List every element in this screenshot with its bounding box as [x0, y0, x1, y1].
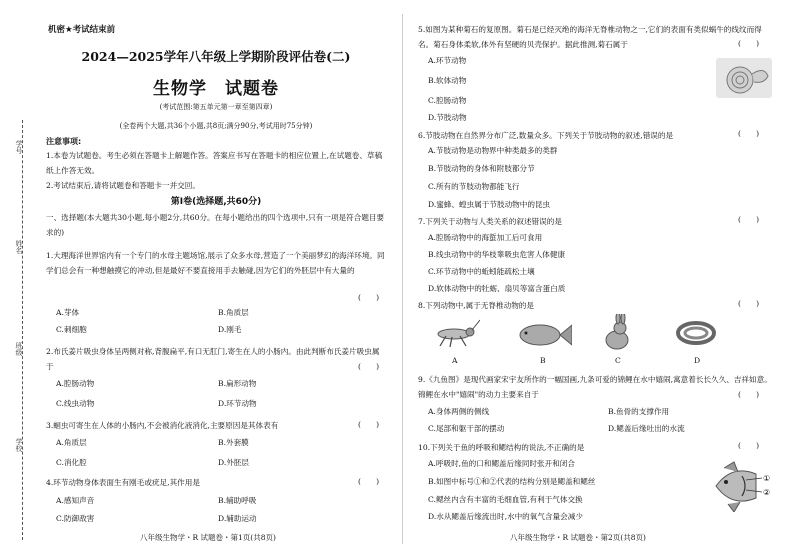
fish-mark-1: ①	[763, 474, 771, 483]
option-2d: D.环节动物	[218, 399, 257, 408]
question-8: 8.下列动物中,属于无脊椎动物的是	[418, 301, 534, 310]
option-7d: D.软体动物中的牡蛎、扇贝等富含蛋白质	[428, 284, 566, 293]
option-9d: D.鳃盖后缘吐出的水流	[608, 424, 685, 433]
section-intro: 一、选择题(本大题共30小题,每小题2分,共60分。在每小题给出的四个选项中,只有一项是符合题目要求的)	[46, 213, 385, 237]
option-9c: C.尾部和躯干部的摆动	[428, 424, 505, 433]
page-1	[40, 0, 392, 558]
option-2a: A.腔肠动物	[56, 379, 95, 388]
option-6d: D.蜜蜂、蝗虫属于节肢动物中的昆虫	[428, 200, 551, 209]
option-3d: D.外胚层	[218, 458, 250, 467]
answer-paren-5: ( )	[738, 39, 760, 48]
option-7a: A.腔肠动物中的海蜇加工后可食用	[428, 233, 543, 242]
answer-paren-9: ( )	[738, 390, 760, 399]
question-7: 7.下列关于动物与人类关系的叙述错误的是	[418, 217, 562, 226]
page-divider	[402, 14, 403, 544]
earthworm-image	[674, 318, 718, 352]
option-8b-label: B	[540, 356, 546, 365]
class-label: 班级	[15, 342, 23, 356]
exam-info: (全卷两个大题,共36个小题,共8页;满分90分,考试用时75分钟)	[119, 122, 313, 130]
option-10d: D.水从鳃盖后缘流出时,水中的氧气含量会减少	[428, 512, 583, 521]
option-10c: C.鳃丝内含有丰富的毛细血管,有利于气体交换	[428, 495, 583, 504]
question-10: 10.下列关于鱼的呼吸和鳃结构的说法,不正确的是	[418, 443, 585, 452]
answer-paren-6: ( )	[738, 129, 760, 138]
answer-paren-3: ( )	[358, 420, 380, 429]
grasshopper-image	[432, 318, 480, 354]
option-6c: C.所有的节肢动物都能飞行	[428, 182, 520, 191]
confidential-mark: 机密★考试结束前	[48, 25, 116, 35]
option-9b: B.鱼骨的支撑作用	[608, 407, 670, 416]
option-10a: A.呼吸时,鱼的口和鳃盖后缘同时张开和闭合	[428, 459, 575, 468]
carp-image	[516, 320, 572, 354]
option-4a: A.感知声音	[56, 496, 95, 505]
question-9: 9.《九鱼图》是现代画家宋宇友所作的一幅国画,九条可爱的锦鲤在水中嬉闹,寓意着长长久久、吉祥如意。锦鲤在水中"嬉闹"的动力主要来自于	[418, 375, 772, 399]
option-1a: A.芽体	[56, 308, 80, 317]
option-1b: B.角质层	[218, 308, 249, 317]
option-2c: C.线虫动物	[56, 399, 95, 408]
option-2b: B.扁形动物	[218, 379, 257, 388]
binding-margin	[8, 120, 36, 540]
option-8d-label: D	[694, 356, 701, 365]
school-label: 学校	[15, 438, 23, 452]
answer-paren-2: ( )	[358, 362, 380, 371]
exam-subtitle: 生物学 试题卷	[153, 79, 279, 99]
option-9a: A.身体两侧的侧线	[428, 407, 490, 416]
exam-scope: (考试范围:第五单元第一章至第四章)	[159, 103, 273, 111]
notes-heading: 注意事项:	[46, 137, 82, 146]
page-2	[412, 0, 782, 558]
question-2: 2.布氏姜片吸虫身体呈两侧对称,背腹扁平,有口无肛门,寄生在人的小肠内。由此判断布氏姜片吸虫属于	[46, 347, 380, 371]
question-6: 6.节肢动物在自然界分布广泛,数量众多。下列关于节肢动物的叙述,错误的是	[418, 131, 674, 140]
answer-paren-10: ( )	[738, 441, 760, 450]
question-5: 5.如图为某种菊石的复原图。菊石是已经灭绝的海洋无脊椎动物之一,它们的表面有类似蜗牛的线纹而得名。菊石身体柔软,体外有坚硬的贝壳保护。据此推测,菊石属于	[418, 25, 762, 49]
option-10b: B.如图中标号①和②代表的结构分别是鳃盖和鳃丝	[428, 477, 596, 486]
option-3a: A.角质层	[56, 438, 87, 447]
fish-gill-diagram	[712, 460, 778, 512]
option-4b: B.辅助呼吸	[218, 496, 257, 505]
option-4c: C.防御敌害	[56, 514, 95, 523]
answer-paren-7: ( )	[738, 215, 760, 224]
answer-paren-4: ( )	[358, 477, 380, 486]
option-7c: C.环节动物中的蚯蚓能疏松土壤	[428, 267, 535, 276]
option-1d: D.刚毛	[218, 325, 242, 334]
section-heading: 第Ⅰ卷(选择题,共60分)	[170, 197, 262, 207]
option-4d: D.辅助运动	[218, 514, 257, 523]
question-1: 1.大理海洋世界馆内有一个专门的水母主题场馆,展示了众多水母,营造了一个美丽梦幻的海洋环境。同学们总会有一种想触摸它的冲动,但是最好不要直接用手去触碰,因为它们的外胚层中有大量的	[46, 251, 385, 275]
page-2-footer: 八年级生物学・R 试题卷・第2页(共8页)	[510, 533, 646, 542]
note-2: 2.考试结束后,请将试题卷和答题卡一并交回。	[46, 181, 200, 190]
rabbit-image	[602, 314, 632, 354]
binding-line	[22, 120, 23, 540]
option-1c: C.刺细胞	[56, 325, 87, 334]
option-8a-label: A	[452, 356, 458, 365]
exam-title: 2024—2025学年八年级上学期阶段评估卷(二)	[81, 49, 351, 64]
option-5b: B.软体动物	[428, 76, 467, 85]
name-label: 姓名	[15, 240, 23, 254]
answer-paren-1: ( )	[358, 293, 380, 302]
question-4: 4.环节动物身体表面生有刚毛或疣足,其作用是	[46, 478, 200, 487]
ammonite-image	[716, 58, 772, 98]
option-5c: C.腔肠动物	[428, 96, 467, 105]
option-6a: A.节肢动物是动物界中种类最多的类群	[428, 146, 558, 155]
question-3: 3.蛔虫可寄生在人体的小肠内,不会被消化液消化,主要原因是其体表有	[46, 421, 279, 430]
note-1: 1.本卷为试题卷。考生必须在答题卡上解题作答。答案应书写在答题卡的相应位置上,在试题卷、草稿纸上作答无效。	[46, 151, 383, 175]
option-5d: D.节肢动物	[428, 113, 467, 122]
option-6b: B.节肢动物的身体和附肢都分节	[428, 164, 535, 173]
option-5a: A.环节动物	[428, 56, 467, 65]
fish-mark-2: ②	[763, 488, 771, 497]
option-7b: B.线虫动物中的华枝睾吸虫危害人体健康	[428, 250, 566, 259]
answer-paren-8: ( )	[738, 299, 760, 308]
option-8c-label: C	[615, 356, 621, 365]
option-3b: B.外套膜	[218, 438, 249, 447]
option-3c: C.消化腔	[56, 458, 87, 467]
page-1-footer: 八年级生物学・R 试题卷・第1页(共8页)	[140, 533, 276, 542]
student-id-label: 学号	[15, 140, 23, 154]
